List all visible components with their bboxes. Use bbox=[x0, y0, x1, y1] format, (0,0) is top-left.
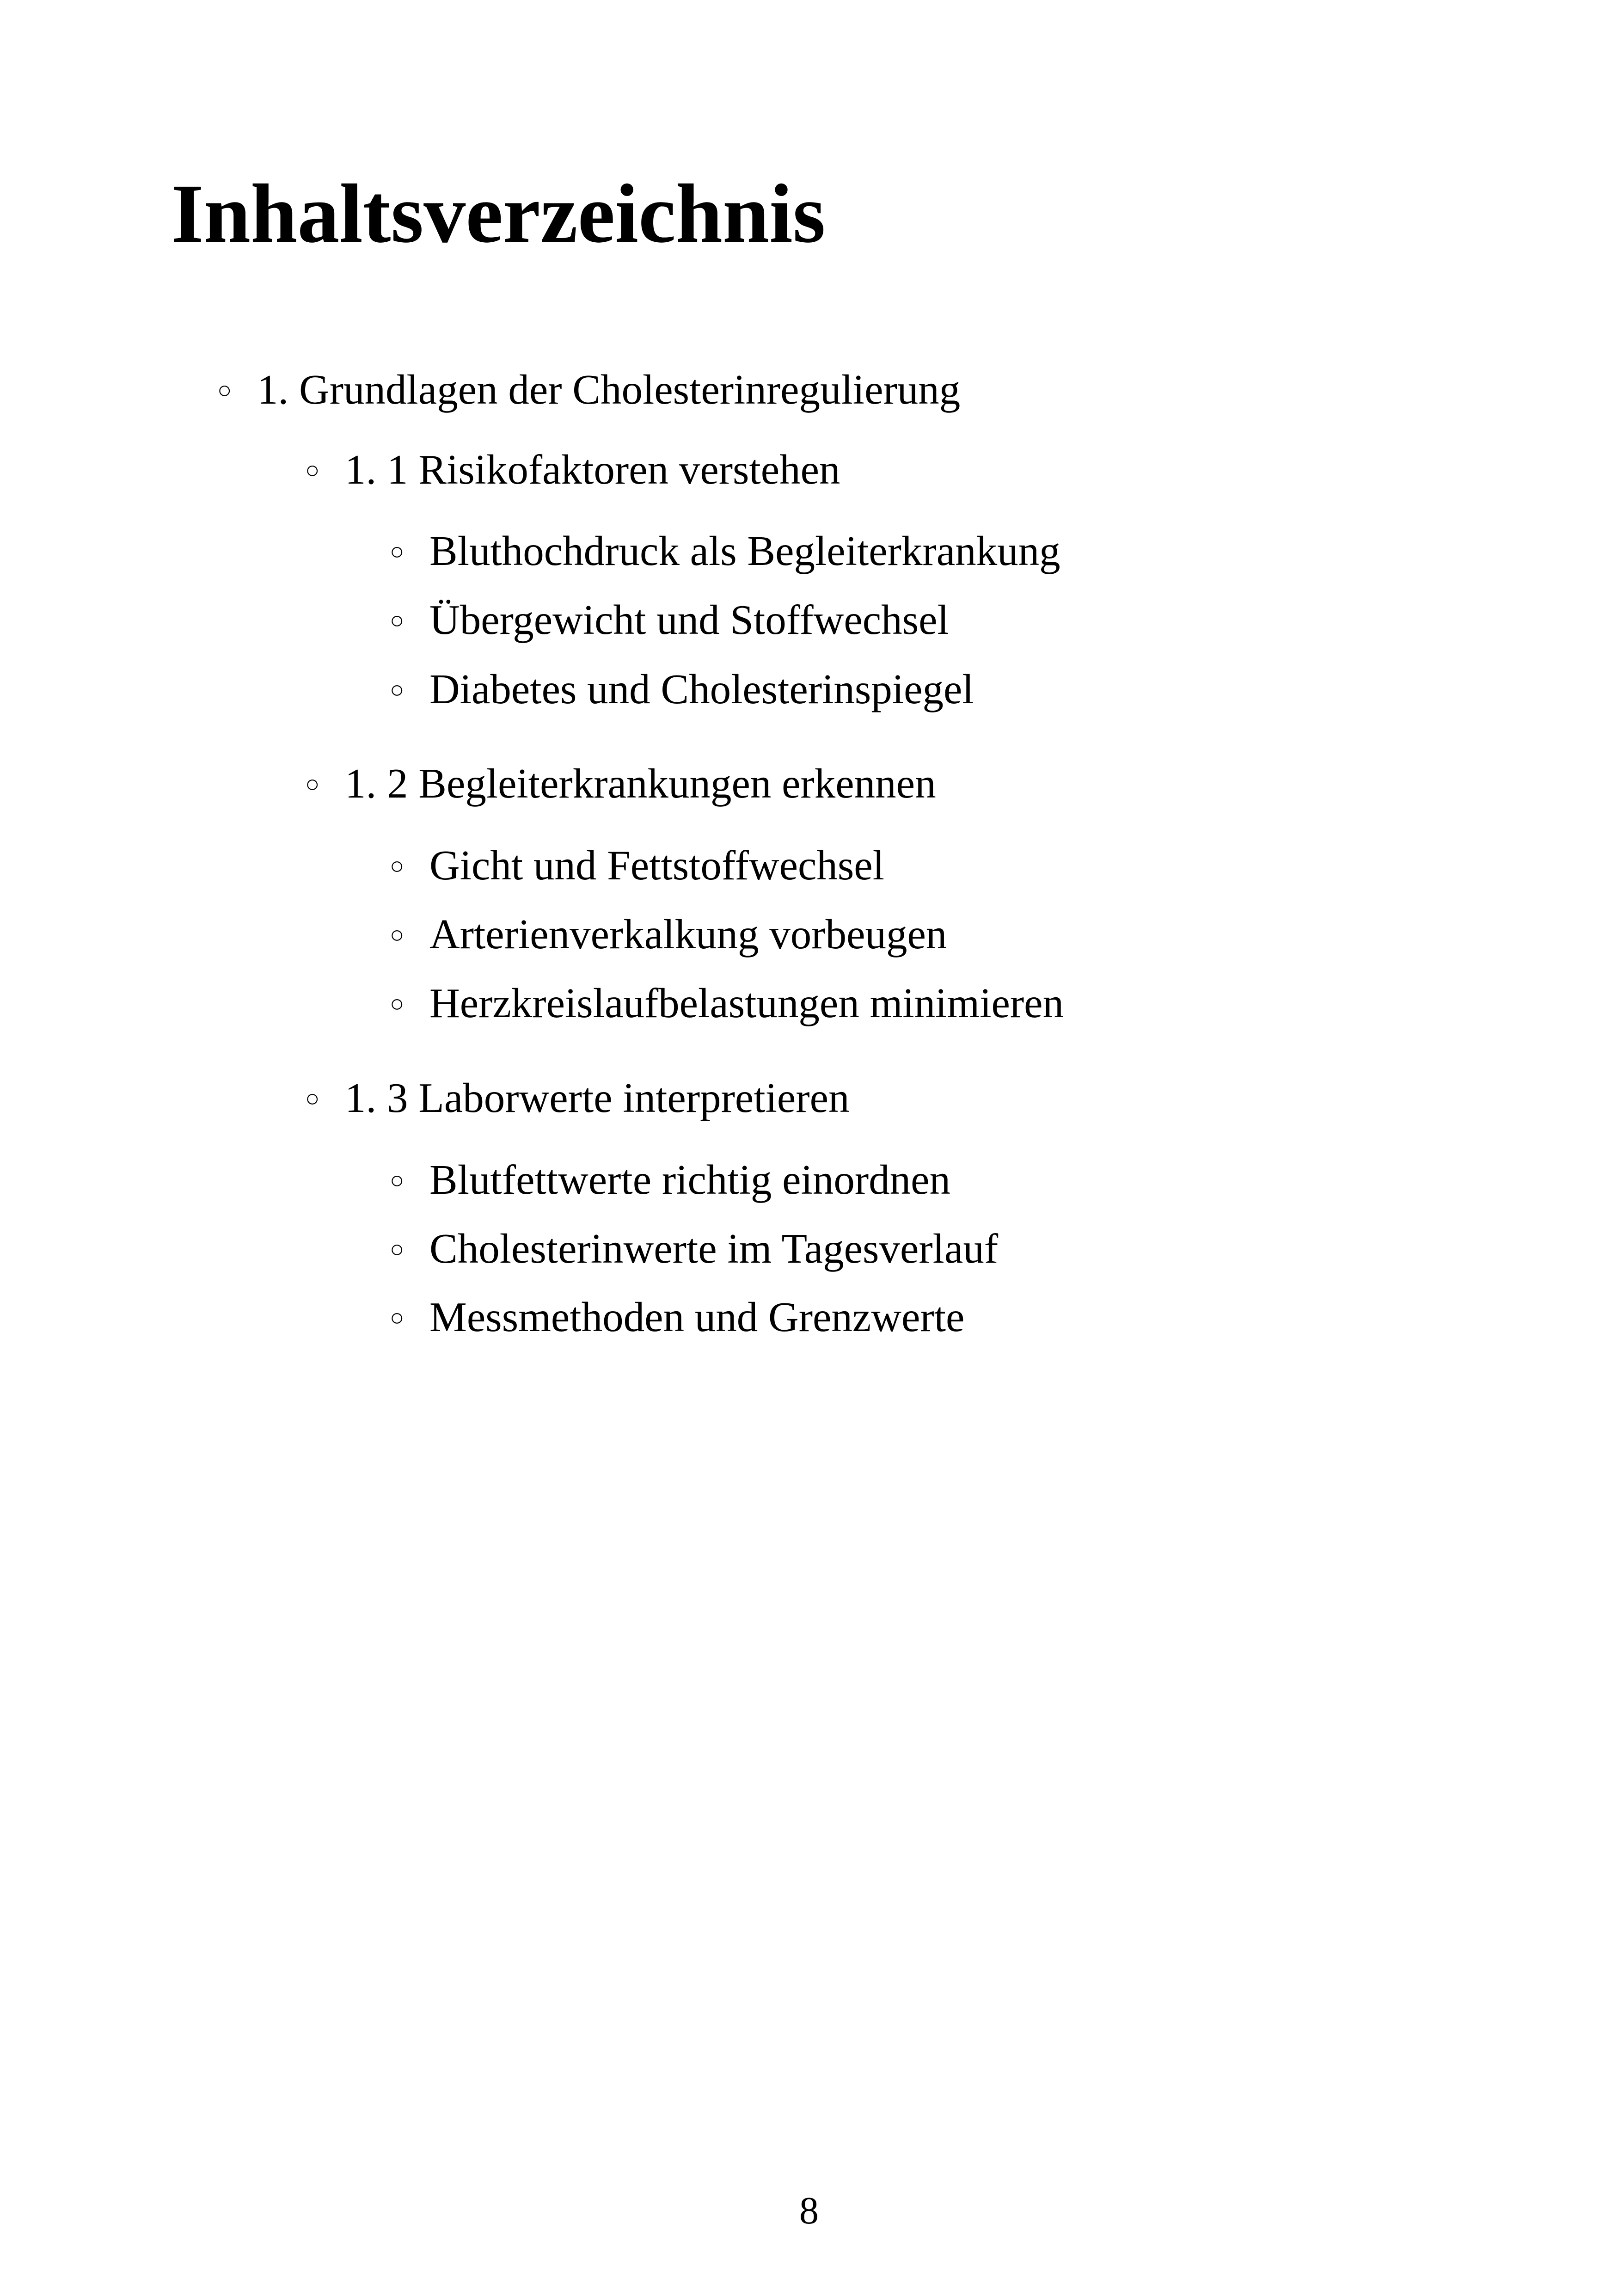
page-title: Inhaltsverzeichnis bbox=[171, 167, 826, 260]
bullet-icon: ○ bbox=[390, 1236, 404, 1263]
bullet-icon: ○ bbox=[390, 991, 404, 1017]
bullet-icon: ○ bbox=[390, 608, 404, 634]
bullet-icon: ○ bbox=[305, 771, 320, 798]
toc-item-label: Gicht und Fettstoffwechsel bbox=[429, 842, 884, 889]
bullet-icon: ○ bbox=[305, 457, 320, 484]
toc-item-label: Arterienverkalkung vorbeugen bbox=[429, 911, 947, 958]
toc-section-label: 1. 1 Risikofaktoren verstehen bbox=[345, 446, 840, 493]
bullet-icon: ○ bbox=[217, 377, 232, 404]
toc-item-label: Herzkreislaufbelastungen minimieren bbox=[429, 980, 1064, 1026]
bullet-icon: ○ bbox=[390, 677, 404, 703]
toc-item-label: Cholesterinwerte im Tagesverlauf bbox=[429, 1225, 999, 1272]
toc-item-label: Bluthochdruck als Begleiterkrankung bbox=[429, 528, 1060, 574]
toc-section-label: 1. 3 Laborwerte interpretieren bbox=[345, 1074, 850, 1121]
bullet-icon: ○ bbox=[390, 539, 404, 565]
toc-item-label: Blutfettwerte richtig einordnen bbox=[429, 1156, 951, 1203]
bullet-icon: ○ bbox=[305, 1086, 320, 1112]
bullet-icon: ○ bbox=[390, 1305, 404, 1331]
bullet-icon: ○ bbox=[390, 853, 404, 879]
bullet-icon: ○ bbox=[390, 922, 404, 948]
bullet-icon: ○ bbox=[390, 1167, 404, 1194]
toc-item-label: Übergewicht und Stoffwechsel bbox=[429, 596, 949, 643]
toc-chapter-label: 1. Grundlagen der Cholesterinregulierung bbox=[257, 366, 961, 413]
toc-item-label: Messmethoden und Grenzwerte bbox=[429, 1294, 965, 1340]
toc-item-label: Diabetes und Cholesterinspiegel bbox=[429, 666, 974, 712]
page-number: 8 bbox=[799, 2189, 819, 2232]
toc-section-label: 1. 2 Begleiterkrankungen erkennen bbox=[345, 760, 936, 807]
